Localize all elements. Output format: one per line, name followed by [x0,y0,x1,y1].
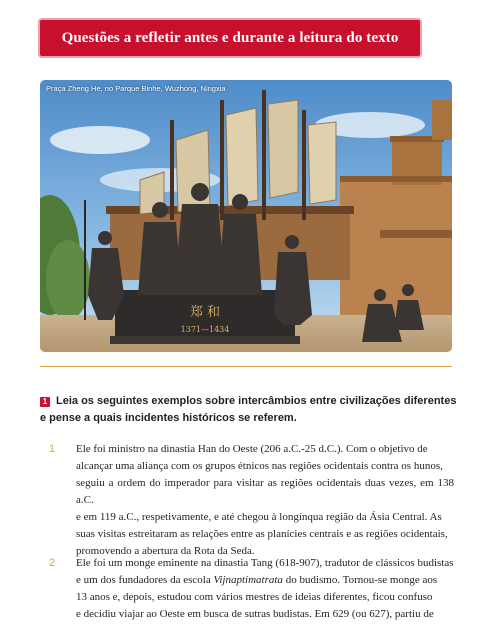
list-item-2 [49,555,454,623]
item-number: 2 [49,557,56,569]
section-divider [40,366,452,367]
item-line [76,572,454,589]
item-line: 13 anos e, depois, estudou com vários mestres de ideias diferentes, ficou confuso [76,591,433,603]
item-line: e em 119 a.C., respetivamente, e até chegou à longínqua região da Ásia Central. As [76,511,442,523]
item-text [76,441,454,560]
tree [46,240,90,320]
item-number: 1 [49,443,56,455]
item-line: e decidiu viajar ao Oeste em busca de sutras budistas. Em 629 (ou 627), partiu de [76,608,434,620]
banner-title: Questões a refletir antes e durante a leitura do texto [61,29,399,46]
zheng-he-square-photo [40,80,452,352]
item-line: Ele foi um monge eminente na dinastia Tang (618-907), tradutor de clássicos budistas [76,557,454,569]
item-line-part: e um dos fundadores da escola [76,574,214,586]
photo-illustration [40,80,452,352]
school-name-italic: Vijnaptimatrata [213,574,283,586]
item-line: suas visitas estreitaram as relações entre as planícies centrais e as regiões ocidentais, [76,528,448,540]
item-line: promovendo a abertura da Rota da Seda. [76,545,255,557]
item-line-part: do budismo. Tornou-se monge aos [282,574,438,586]
section-banner [38,18,422,58]
list-item-1 [49,441,454,560]
question-text: Leia os seguintes exemplos sobre intercâmbios entre civilizações diferentes e pense a quais incidentes históricos se referem. [40,395,457,424]
plinth-characters: 郑 和 [189,305,221,320]
cloud [50,126,150,154]
item-line: alcançar uma aliança com os grupos étnicos nas regiões ocidentais contra os hunos, [76,460,443,472]
item-line: seguiu a ordem do imperador para visitar as regiões ocidentais duas vezes, em 138 a.C. [76,477,454,506]
item-text [76,555,454,623]
question-1 [40,393,458,427]
photo-caption: Praça Zheng He, no Parque Binhe, Wuzhong, Ningxia [46,84,226,93]
plinth-dates: 1371—1434 [180,325,230,334]
question-number-badge: 1 [40,397,50,407]
item-line: Ele foi ministro na dinastia Han do Oeste (206 a.C.-25 d.C.). Com o objetivo de [76,443,428,455]
statue-plinth [110,290,300,344]
